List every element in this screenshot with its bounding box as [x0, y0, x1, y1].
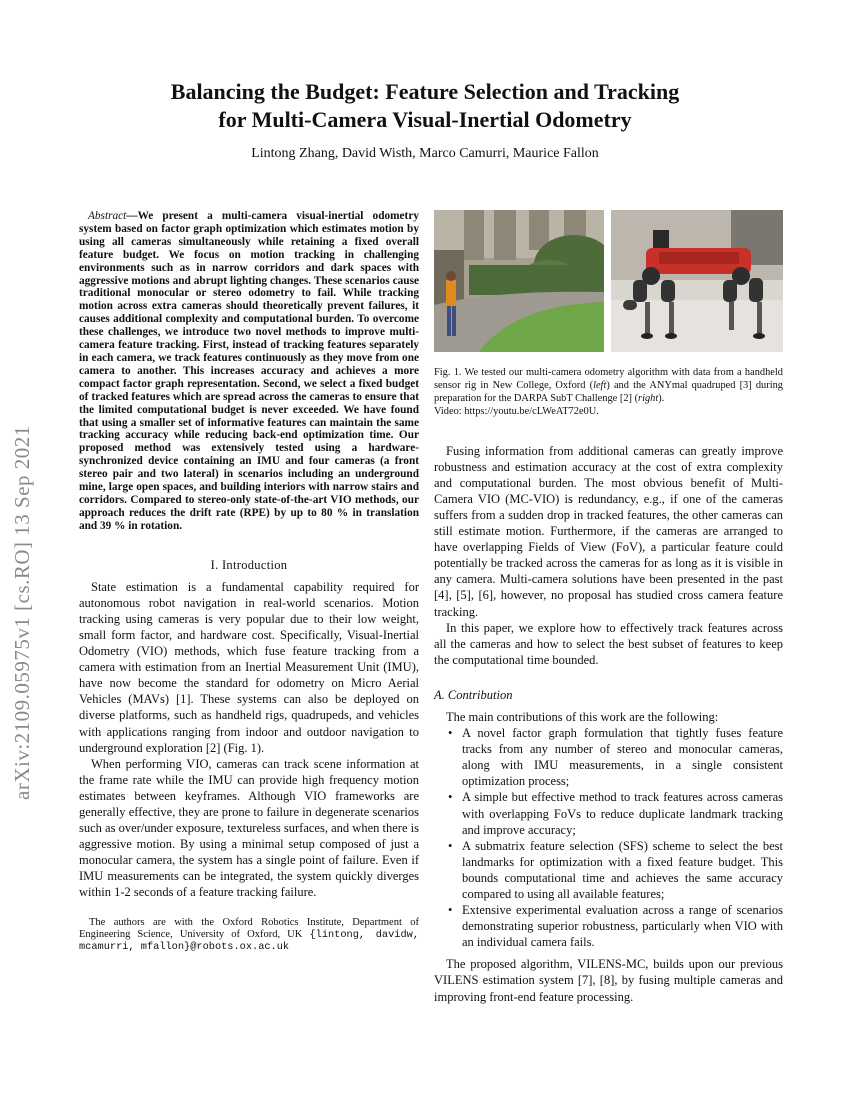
caption-text-b: ) and the ANYmal quadruped [3] during preparation for the DARPA SubT Challenge [2] (: [434, 379, 783, 404]
abstract-text: —We present a multi-camera visual-inertial odometry system based on factor graph optimization which estimates motion by using all cameras simultaneously while retaining a fixed overall feature budget. We focus on motion tracking in challenging environments such as in narrow corridors and dark spaces with aggressive motions and abrupt lighting changes. These scenarios cause traditional monocular or stereo odometry to fail. While tracking motion across extra cameras should theoretically prevent failures, it causes additional complexity and computational burden. To overcome these challenges, we introduce two novel methods to improve multi-camera feature tracking. First, instead of tracking features separately in each camera, we track features continuously as they move from one camera to another. This increases accuracy and achieves a more compact factor graph representation. Second, we select a fixed budget of tracked features which are spread across the cameras to ensure that the limited computational budget is never exceeded. We have found that using a smaller set of informative features can maintain the same tracking accuracy while reducing back-end optimization time. Our proposed method was extensively tested using a hardware-synchronized device containing an IMU and four cameras (a front stereo pair and two lateral) in scenarios including an underground mine, large open spaces, and building interiors with narrow stairs and corridors. Compared to stereo-only state-of-the-art VIO methods, our approach reduces the drift rate (RPE) by up to 80 % in translation and 39 % in rotation.: [79, 210, 419, 532]
caption-text-a: We tested our multi-camera odometry algorithm with data from a handheld sensor rig in New College, Oxford (: [434, 367, 783, 391]
right-paragraph-1: Fusing information from additional cameras can greatly improve robustness and estimation accuracy at the cost of extra complexity and computational burden. The most obvious benefit of Multi-Camera VIO (MC-VIO) is redundancy, e.g., if one of the cameras suffers from a sudden drop in tracked features, the other cameras can still estimate motion. Furthermore, if the cameras are arranged to have overlapping Fields of View (FoV), a particular feature could potentially be tracked across the cameras for as long as it is visible in any camera. Multi-camera solutions have been presented in the past [4], [5], [6], however, no proposal has studied cross camera feature tracking.: [434, 443, 783, 619]
paper-title: [120, 78, 730, 134]
contribution-item-1: • A novel factor graph formulation that tightly fuses feature tracks from any number of stereo and monocular cameras, along with IMU measurements, in a single consistent optimization process;: [462, 725, 783, 789]
intro-paragraph-2: When performing VIO, cameras can track scene information at the frame rate while the IMU can provide high frequency motion estimates between keyframes. Although VIO frameworks are generally effective, they are prone to failure in degenerate scenarios such as over/under exposure, textureless surfaces, and when there is aggressive motion. By using a minimal setup composed of just a monocular camera, the system has a single point of failure. Even if IMU measurements can be integrated, the system quickly diverges within 1-2 seconds of a feature tracking failure.: [79, 756, 419, 900]
new-college-photo: [434, 210, 604, 352]
right-body-text: [434, 443, 783, 1005]
right-column: [434, 210, 783, 1005]
intro-paragraph-1: State estimation is a fundamental capability required for autonomous robot navigation in real-world scenarios. Motion tracking using cameras is very popular due to their low weight, small form factor, and hardware cost. Specifically, Visual-Inertial Odometry (VIO) methods, which fuse feature tracking from a camera with estimation from an Inertial Measurement Unit (IMU), have now become the standard for odometry on Micro Aerial Vehicles (MAVs) [1]. These systems can also be deployed on diverse platforms, such as handheld rigs, quadrupeds, and vehicles with applications ranging from indoor and outdoor navigation to underground exploration [2] (Fig. 1).: [79, 579, 419, 755]
contribution-item-4: • Extensive experimental evaluation across a range of scenarios demonstrating superior robustness, particularly when VIO with an individual camera fails.: [462, 902, 783, 950]
figure-1: [434, 210, 783, 352]
right-paragraph-2: In this paper, we explore how to effectively track features across all the cameras and how to select the best subset of features to keep the computational time bounded.: [434, 620, 783, 667]
left-column: [79, 210, 419, 954]
affiliation-text: The authors are with the Oxford Robotics Institute, Department of Engineering Science, University of Oxford, UK: [79, 916, 419, 940]
author-affiliation-footnote: [79, 917, 419, 954]
caption-text-c: ).: [658, 392, 665, 404]
contribution-item-3: • A submatrix feature selection (SFS) scheme to select the best landmarks for optimization with a fixed feature budget. This bounds computational time and achieves the same accuracy compared to using all available features;: [462, 838, 783, 902]
contribution-list: [434, 725, 783, 950]
author-list: Lintong Zhang, David Wisth, Marco Camurri, Maurice Fallon: [251, 146, 599, 161]
title-line-1: Balancing the Budget: Feature Selection and Tracking: [170, 79, 680, 104]
caption-prefix: Fig. 1.: [434, 367, 462, 378]
abstract-label: Abstract: [88, 210, 127, 222]
title-line-2: for Multi-Camera Visual-Inertial Odometry: [218, 107, 632, 132]
caption-left-label: left: [593, 379, 607, 391]
figure-1-caption: [434, 367, 783, 419]
right-paragraph-3: The proposed algorithm, VILENS-MC, builds upon our previous VILENS estimation system [7], [8], by fusing multiple cameras and improving front-end feature processing.: [434, 957, 783, 1004]
abstract: [79, 210, 419, 533]
video-link[interactable]: Video: https://youtu.be/cLWeAT72e0U.: [434, 405, 599, 417]
author-emails: {lintong, davidw, mcamurri, mfallon}@robots.ox.ac.uk: [79, 928, 420, 954]
arxiv-identifier: arXiv:2109.05975v1 [cs.RO] 13 Sep 2021: [10, 425, 34, 800]
contribution-item-2: • A simple but effective method to track features across cameras with overlapping FoVs to reduce duplicate landmark tracking and improve accuracy;: [462, 789, 783, 837]
anymal-quadruped-photo: [611, 210, 783, 352]
caption-right-label: right: [638, 392, 659, 404]
contribution-intro: The main contributions of this work are the following:: [446, 709, 719, 724]
subsection-heading-contribution: A. Contribution: [434, 687, 513, 702]
section-heading-introduction: I. Introduction: [210, 557, 288, 572]
